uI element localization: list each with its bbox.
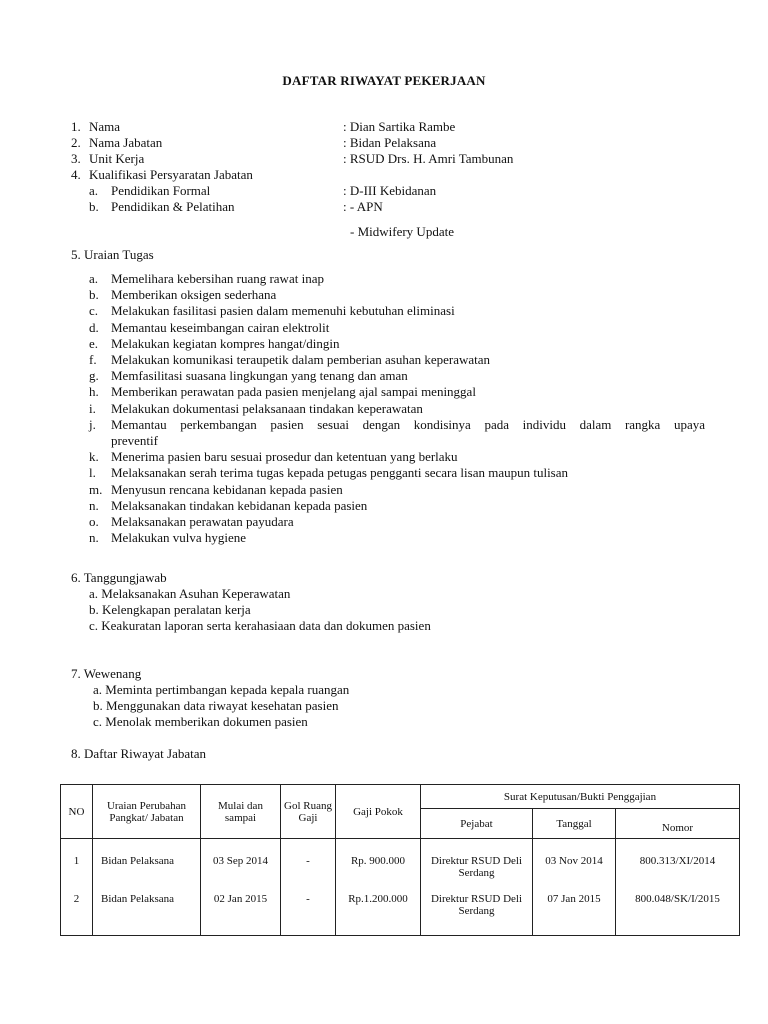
uraian-letter: b. bbox=[89, 287, 99, 303]
cell-nomor: 800.313/XI/2014 bbox=[616, 839, 740, 882]
uraian-item-text: Melakukan kegiatan kompres hangat/dingin bbox=[111, 335, 340, 351]
kualifikasi-letter-a: a. bbox=[89, 183, 99, 198]
identity-num-2: 2. bbox=[71, 135, 81, 150]
header-mulai: Mulai dan sampai bbox=[201, 785, 281, 839]
uraian-item-text-continued: preventif bbox=[111, 433, 158, 448]
identity-num-1: 1. bbox=[71, 119, 81, 134]
wewenang-item: a. Meminta pertimbangan kepada kepala ruangan bbox=[93, 682, 350, 697]
header-uraian: Uraian Perubahan Pangkat/ Jabatan bbox=[93, 785, 201, 839]
kualifikasi-label-pelatihan: Pendidikan & Pelatihan bbox=[111, 199, 235, 214]
section-heading-wewenang: 7. Wewenang bbox=[71, 666, 142, 681]
uraian-letter: f. bbox=[89, 352, 97, 367]
uraian-item-text: Melaksanakan tindakan kebidanan kepada pasien bbox=[111, 497, 368, 513]
cell-pejabat: Direktur RSUD Deli Serdang bbox=[421, 881, 533, 936]
identity-num-3: 3. bbox=[71, 151, 81, 166]
kualifikasi-value-pelatihan: : - APN bbox=[343, 199, 383, 214]
kualifikasi-value-formal: : D-III Kebidanan bbox=[343, 183, 437, 198]
cell-gaji: Rp.1.200.000 bbox=[336, 881, 421, 936]
header-gol: Gol Ruang Gaji bbox=[281, 785, 336, 839]
uraian-item-text: Melakukan fasilitasi pasien dalam memenuhi kebutuhan eliminasi bbox=[111, 303, 455, 319]
uraian-item-text: Melaksanakan serah terima tugas kepada petugas pengganti secara lisan maupun tulisan bbox=[111, 465, 569, 481]
table-row bbox=[61, 881, 740, 936]
cell-tanggal: 03 Nov 2014 bbox=[533, 839, 616, 882]
identity-value-nama: : Dian Sartika Rambe bbox=[343, 119, 456, 134]
uraian-letter: j. bbox=[89, 416, 96, 432]
identity-num-4: 4. bbox=[71, 167, 81, 182]
uraian-item-text: Memantau keseimbangan cairan elektrolit bbox=[111, 319, 330, 335]
header-gaji: Gaji Pokok bbox=[336, 785, 421, 839]
cell-gaji: Rp. 900.000 bbox=[336, 839, 421, 882]
identity-value-jabatan: : Bidan Pelaksana bbox=[343, 135, 437, 150]
cell-no: 1 bbox=[61, 839, 93, 882]
identity-label-unit: Unit Kerja bbox=[89, 151, 145, 166]
kualifikasi-letter-b: b. bbox=[89, 199, 99, 214]
wewenang-item: c. Menolak memberikan dokumen pasien bbox=[93, 714, 308, 729]
cell-nomor: 800.048/SK/I/2015 bbox=[616, 881, 740, 936]
uraian-letter: k. bbox=[89, 449, 99, 465]
section-heading-riwayat: 8. Daftar Riwayat Jabatan bbox=[71, 746, 207, 761]
header-surat: Surat Keputusan/Bukti Penggajian bbox=[421, 785, 740, 809]
section-heading-tanggungjawab: 6. Tanggungjawab bbox=[71, 570, 167, 585]
tanggungjawab-item: b. Kelengkapan peralatan kerja bbox=[89, 602, 251, 617]
header-nomor: Nomor bbox=[616, 809, 740, 839]
document-title: DAFTAR RIWAYAT PEKERJAAN bbox=[282, 73, 486, 88]
uraian-item-text: Memfasilitasi suasana lingkungan yang tenang dan aman bbox=[111, 368, 408, 384]
uraian-letter: i. bbox=[89, 400, 96, 416]
uraian-letter: g. bbox=[89, 368, 99, 384]
uraian-letter: o. bbox=[89, 514, 99, 529]
uraian-letter: e. bbox=[89, 335, 99, 351]
cell-tanggal: 07 Jan 2015 bbox=[533, 881, 616, 936]
tanggungjawab-item: a. Melaksanakan Asuhan Keperawatan bbox=[89, 586, 291, 601]
identity-label-nama: Nama bbox=[89, 119, 121, 134]
identity-label-jabatan: Nama Jabatan bbox=[89, 135, 163, 150]
riwayat-jabatan-table bbox=[60, 784, 740, 936]
cell-uraian: Bidan Pelaksana bbox=[93, 881, 201, 936]
wewenang-item: b. Menggunakan data riwayat kesehatan pasien bbox=[93, 698, 339, 713]
uraian-item-text: Memelihara kebersihan ruang rawat inap bbox=[111, 271, 324, 286]
cell-gol: - bbox=[281, 839, 336, 882]
uraian-letter: l. bbox=[89, 465, 96, 481]
kualifikasi-extra: - Midwifery Update bbox=[350, 224, 454, 239]
identity-label-kualifikasi: Kualifikasi Persyaratan Jabatan bbox=[89, 167, 253, 182]
cell-pejabat: Direktur RSUD Deli Serdang bbox=[421, 839, 533, 882]
uraian-item-text: Memberikan oksigen sederhana bbox=[111, 287, 277, 303]
header-tanggal: Tanggal bbox=[533, 809, 616, 839]
cell-mulai: 02 Jan 2015 bbox=[201, 881, 281, 936]
uraian-letter: c. bbox=[89, 303, 99, 319]
uraian-letter: d. bbox=[89, 319, 99, 335]
uraian-item-text: Menerima pasien baru sesuai prosedur dan ketentuan yang berlaku bbox=[111, 449, 458, 465]
table-row bbox=[61, 839, 740, 882]
header-pejabat: Pejabat bbox=[421, 809, 533, 839]
uraian-letter: m. bbox=[89, 481, 103, 497]
uraian-item-text: Memantau perkembangan pasien sesuai dengan kondisinya pada individu dalam rangka upaya bbox=[111, 416, 705, 432]
uraian-letter: h. bbox=[89, 384, 99, 400]
uraian-item-text: Melaksanakan perawatan payudara bbox=[111, 514, 294, 529]
kualifikasi-label-formal: Pendidikan Formal bbox=[111, 183, 211, 198]
tanggungjawab-item: c. Keakuratan laporan serta kerahasiaan data dan dokumen pasien bbox=[89, 618, 431, 633]
section-heading-uraian: 5. Uraian Tugas bbox=[71, 247, 154, 262]
uraian-letter: n. bbox=[89, 530, 99, 546]
header-no: NO bbox=[61, 785, 93, 839]
cell-gol: - bbox=[281, 881, 336, 936]
identity-value-unit: : RSUD Drs. H. Amri Tambunan bbox=[343, 151, 514, 166]
uraian-item-text: Melakukan vulva hygiene bbox=[111, 530, 247, 546]
uraian-item-text: Menyusun rencana kebidanan kepada pasien bbox=[111, 481, 343, 497]
uraian-item-text: Melakukan komunikasi teraupetik dalam pemberian asuhan keperawatan bbox=[111, 352, 491, 367]
cell-uraian: Bidan Pelaksana bbox=[93, 839, 201, 882]
uraian-letter: n. bbox=[89, 497, 99, 513]
uraian-letter: a. bbox=[89, 271, 99, 286]
cell-no: 2 bbox=[61, 881, 93, 936]
uraian-item-text: Melakukan dokumentasi pelaksanaan tindakan keperawatan bbox=[111, 400, 423, 416]
cell-mulai: 03 Sep 2014 bbox=[201, 839, 281, 882]
uraian-item-text: Memberikan perawatan pada pasien menjelang ajal sampai meninggal bbox=[111, 384, 476, 400]
